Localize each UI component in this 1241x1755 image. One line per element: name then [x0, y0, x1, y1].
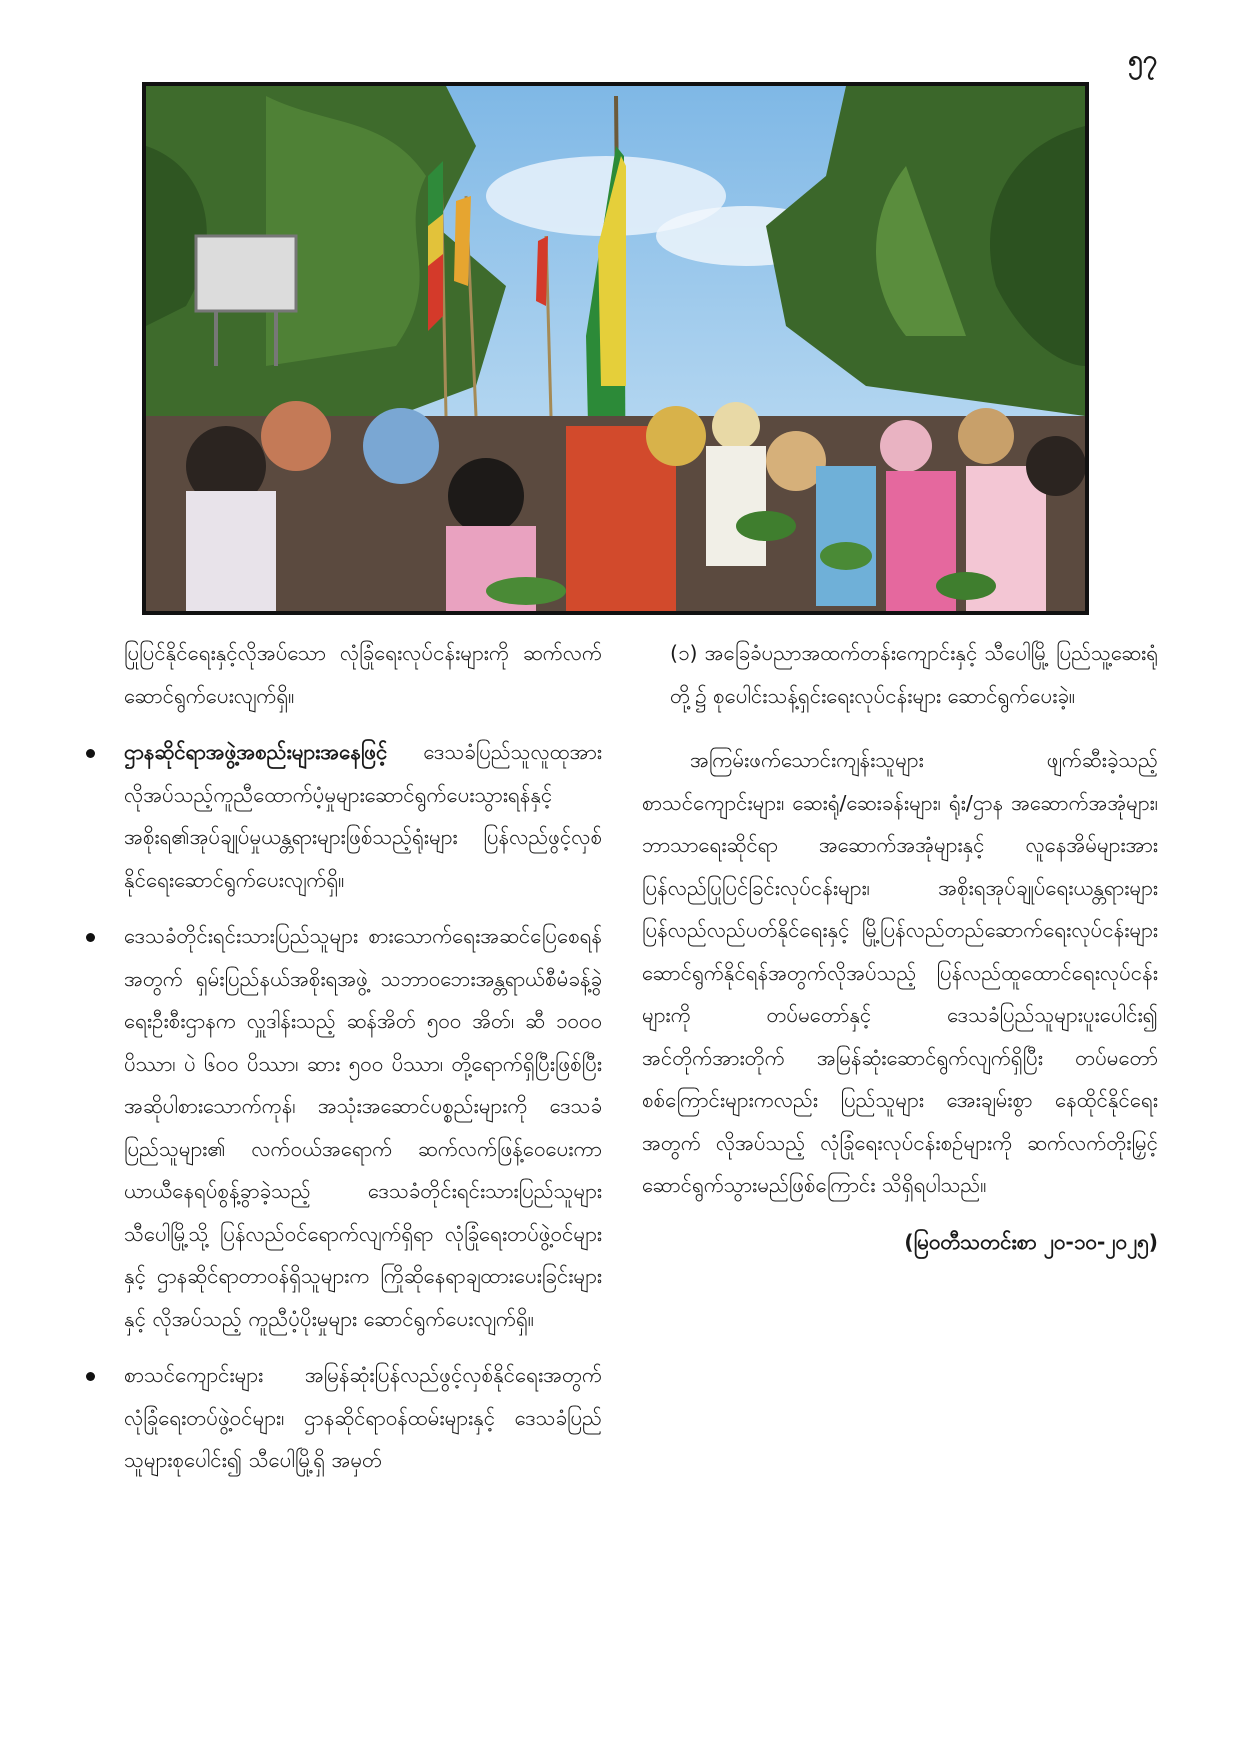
bullet-icon	[86, 749, 95, 758]
bullet-text: ဒေသခံပြည်သူလူထုအားလိုအပ်သည့်ကူညီထောက်ပံ့မှုများဆောင်ရွက်ပေးသွားရန်နှင့် အစိုးရ၏အုပ်ချုပ်မှုယန္တရားများဖြစ်သည့်ရုံးများ ပြန်လည်ဖွင့်လှစ်နိုင်ရေးဆောင်ရွက်ပေးလျက်ရှိ။	[124, 740, 602, 892]
news-source-citation: (မြဝတီသတင်းစာ ၂၀-၁၀-၂၀၂၅)	[904, 1229, 1158, 1254]
bullet-icon	[86, 1372, 95, 1381]
right-body-paragraph: အကြမ်းဖက်သောင်းကျန်းသူများ ဖျက်ဆီးခဲ့သည့် စာသင်ကျောင်းများ၊ ဆေးရုံ/ဆေးခန်းများ၊ ရုံး/ဌာန အဆောက်အအုံများ၊ ဘာသာရေးဆိုင်ရာ အဆောက်အအုံများနှင့် လူနေအိမ်များအား ပြန်လည်ပြုပြင်ခြင်းလုပ်ငန်းများ၊ အစိုးရအုပ်ချုပ်ရေးယန္တရားများ ပြန်လည်လည်ပတ်နိုင်ရေးနှင့် မြို့ပြန်လည်တည်ဆောက်ရေးလုပ်ငန်းများ ဆောင်ရွက်နိုင်ရန်အတွက်လိုအပ်သည့် ပြန်လည်ထူထောင်ရေးလုပ်ငန်းများကို တပ်မတော်နှင့် ဒေသခံပြည်သူများပူးပေါင်း၍ အင်တိုက်အားတိုက် အမြန်ဆုံးဆောင်ရွက်လျက်ရှိပြီး တပ်မတော်စစ်ကြောင်းများကလည်း ပြည်သူများ အေးချမ်းစွာ နေထိုင်နိုင်ရေးအတွက် လိုအပ်သည့် လုံခြုံရေးလုပ်ငန်းစဉ်များကို ဆက်လက်တိုးမြှင့်ဆောင်ရွက်သွားမည်ဖြစ်ကြောင်း သိရှိရပါသည်။	[642, 748, 1158, 1197]
left-column	[90, 632, 602, 1496]
bullet-item-schools	[90, 1354, 602, 1482]
bullet-text: ဒေသခံတိုင်းရင်းသားပြည်သူများ စားသောက်ရေးအဆင်ပြေစေရန်အတွက် ရှမ်းပြည်နယ်အစိုးရအဖွဲ့ သဘာဝဘေးအန္တရာယ်စီမံခန့်ခွဲရေးဦးစီးဌာနက လှူဒါန်းသည့် ဆန်အိတ် ၅၀၀ အိတ်၊ ဆီ ၁၀၀၀ ပိဿာ၊ ပဲ ၆၀၀ ပိဿာ၊ ဆား ၅၀၀ ပိဿာ၊ တို့ရောက်ရှိပြီးဖြစ်ပြီး အဆိုပါစားသောက်ကုန်၊ အသုံးအဆောင်ပစ္စည်းများကို ဒေသခံပြည်သူများ၏ လက်ဝယ်အရောက် ဆက်လက်ဖြန့်ဝေပေးကာ ယာယီနေရပ်စွန့်ခွာခဲ့သည့် ဒေသခံတိုင်းရင်းသားပြည်သူများ သီပေါမြို့သို့ ပြန်လည်ဝင်ရောက်လျက်ရှိရာ လုံခြုံရေးတပ်ဖွဲ့ဝင်များနှင့် ဌာနဆိုင်ရာတာဝန်ရှိသူများက ကြိုဆိုနေရာချထားပေးခြင်းများနှင့် လိုအပ်သည့် ကူညီပံ့ပိုးမှုများ ဆောင်ရွက်ပေးလျက်ရှိ။	[124, 924, 602, 1331]
bullet-lead-text: ဌာနဆိုင်ရာအဖွဲ့အစည်းများအနေဖြင့်	[124, 740, 388, 764]
numbered-item-1: (၁) အခြေခံပညာအထက်တန်းကျောင်းနှင့် သီပေါမြို့ ပြည်သူ့ဆေးရုံတို့၌ စုပေါင်းသန့်ရှင်းရေးလုပ်ငန်းများ ဆောင်ရွက်ပေးခဲ့။	[670, 641, 1158, 708]
left-intro-paragraph: ပြုပြင်နိုင်ရေးနှင့်လိုအပ်သော လုံခြုံရေးလုပ်ငန်းများကို ဆက်လက်ဆောင်ရွက်ပေးလျက်ရှိ။	[124, 641, 602, 708]
news-photo-image	[146, 86, 1085, 611]
bullet-text: စာသင်ကျောင်းများ အမြန်ဆုံးပြန်လည်ဖွင့်လှစ်နိုင်ရေးအတွက် လုံခြုံရေးတပ်ဖွဲ့ဝင်များ၊ ဌာနဆိုင်ရာဝန်ထမ်းများနှင့် ဒေသခံပြည်သူများစုပေါင်း၍ သီပေါမြို့ရှိ အမှတ်	[124, 1363, 602, 1472]
bullet-item-food-aid	[90, 915, 602, 1340]
news-photo	[142, 82, 1089, 615]
bullet-item-departments	[90, 731, 602, 901]
page-number: ၅၇	[1128, 45, 1158, 75]
right-column	[642, 632, 1158, 1284]
bullet-icon	[86, 933, 95, 942]
